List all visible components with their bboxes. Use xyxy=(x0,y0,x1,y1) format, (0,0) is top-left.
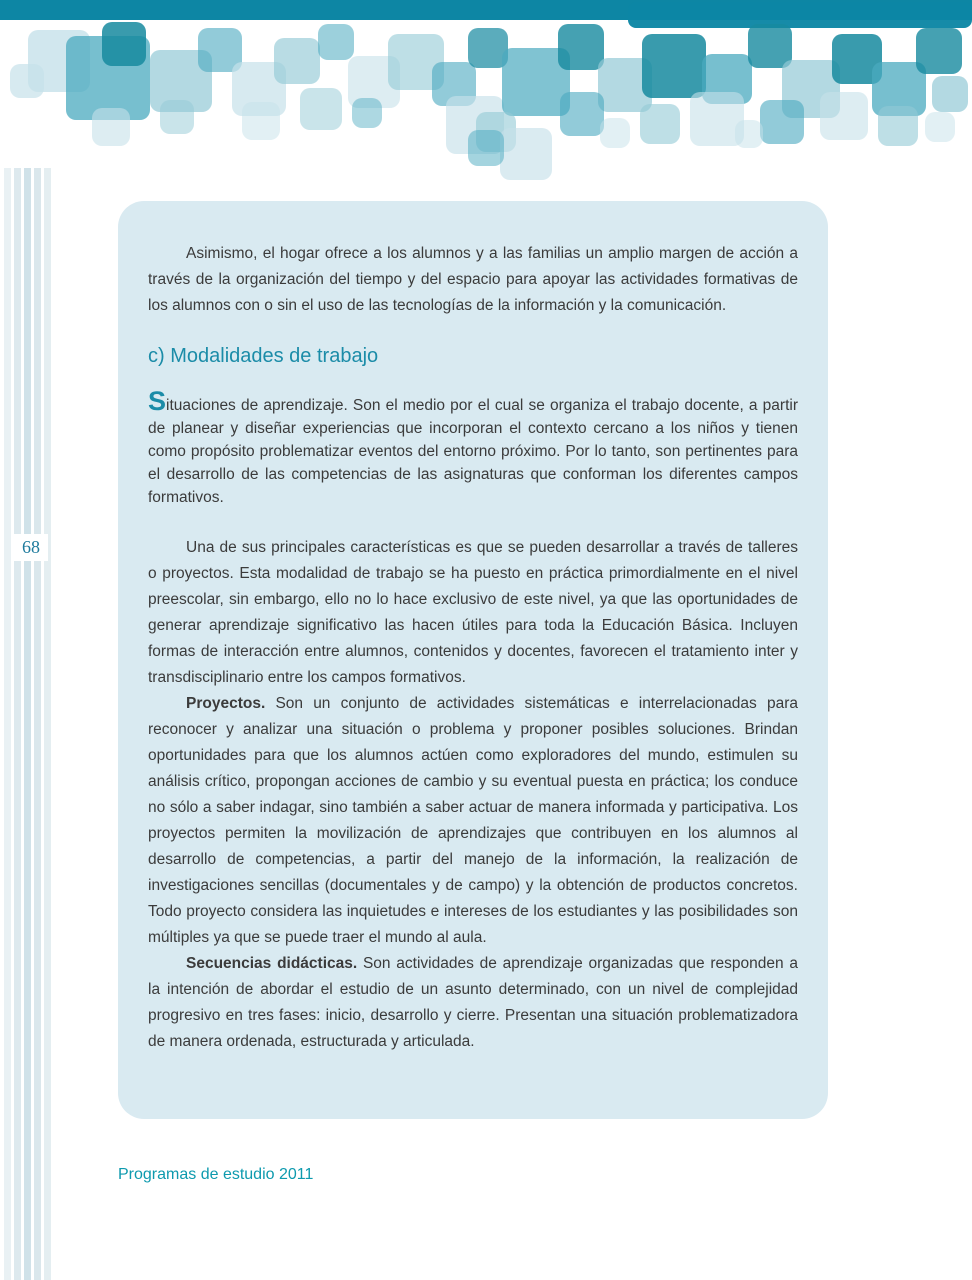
secuencias-lead: Secuencias didácticas. xyxy=(186,955,358,972)
stripe xyxy=(44,168,51,1280)
decor-square xyxy=(916,28,962,74)
decor-square xyxy=(735,120,763,148)
paragraph-una: Una de sus principales características es que se pueden desarrollar a través de talleres o proyectos. Esta modalidad de trabajo se ha puesto en práctica primordialmente en el nivel preescolar, sin embargo, ello no lo hace exclusivo de este nivel, ya que las oportunidades de generar aprendizaje significativo las hacen útiles para toda la Educación Básica. Incluyen formas de interacción entre alumnos, contenidos y docentes, favorecen el tratamiento inter y transdisciplinario entre los campos formativos. xyxy=(148,539,798,686)
decor-square xyxy=(92,108,130,146)
decor-square xyxy=(760,100,804,144)
decor-square xyxy=(820,92,868,140)
proyectos-text: Son un conjunto de actividades sistemáticas e interrelacionadas para reconocer y analizar una situación o problema y proponer posibles soluciones. Brindan oportunidades para que los alumnos actúen como exploradores del mundo, estimulen su análisis crítico, propongan acciones de cambio y su eventual puesta en práctica; los conduce no sólo a saber indagar, sino también a saber actuar de manera informada y participativa. Los proyectos permiten la movilización de aprendizajes que contribuyen en los alumnos al desarrollo de competencias, a partir del manejo de la información, la realización de investigaciones sencillas (documentales y de campo) y la obtención de productos concretos. Todo proyecto considera las inquietudes e intereses de los estudiantes y las posibilidades son múltiples ya que se puede traer el mundo al aula. xyxy=(148,695,798,946)
paragraph-proyectos xyxy=(148,691,798,951)
decor-square xyxy=(10,64,44,98)
paragraph-situaciones xyxy=(148,388,798,509)
paragraph-secuencias xyxy=(148,951,798,1055)
stripe xyxy=(24,168,31,1280)
decor-square xyxy=(925,112,955,142)
decor-square xyxy=(468,130,504,166)
decor-square xyxy=(878,106,918,146)
decor-square xyxy=(640,104,680,144)
left-stripes xyxy=(0,168,60,1280)
dropcap-s: S xyxy=(148,386,167,416)
decor-square xyxy=(642,34,706,98)
decor-square xyxy=(318,24,354,60)
decor-square xyxy=(242,102,280,140)
footer-text: Programas de estudio 2011 xyxy=(118,1166,314,1183)
stripe xyxy=(34,168,41,1280)
decor-band xyxy=(0,0,972,190)
paragraph-situaciones-text: ituaciones de aprendizaje. Son el medio por el cual se organiza el trabajo docente, a partir de planear y diseñar experiencias que incorporan el contexto cercano a los niños y tienen como propósito problematizar eventos del entorno próximo. Por lo tanto, son pertinentes para el desarrollo de las competencias de las asignaturas que conforman los diferentes campos formativos. xyxy=(148,397,798,506)
decor-square xyxy=(300,88,342,130)
decor-square xyxy=(102,22,146,66)
proyectos-lead: Proyectos. xyxy=(186,695,266,712)
decor-square xyxy=(600,118,630,148)
decor-square xyxy=(500,128,552,180)
decor-square xyxy=(274,38,320,84)
content-panel xyxy=(118,201,828,1119)
decor-square xyxy=(932,76,968,112)
decor-square xyxy=(160,100,194,134)
decor-square xyxy=(560,92,604,136)
stripe xyxy=(4,168,11,1280)
paragraph-intro: Asimismo, el hogar ofrece a los alumnos y a las familias un amplio margen de acción a través de la organización del tiempo y del espacio para apoyar las actividades formativas de los alumnos con o sin el uso de las tecnologías de la información y la comunicación. xyxy=(148,245,798,314)
decor-square xyxy=(352,98,382,128)
decor-square xyxy=(558,24,604,70)
stripe xyxy=(14,168,21,1280)
secuencias-text: Son actividades de aprendizaje organizadas que responden a la intención de abordar el estudio de un asunto determinado, con un nivel de complejidad progresivo en tres fases: inicio, desarrollo y cierre. Presentan una situación problematizadora de manera ordenada, estructurada y articulada. xyxy=(148,955,798,1050)
section-heading: c) Modalidades de trabajo xyxy=(148,345,379,367)
page-number: 68 xyxy=(14,534,48,561)
